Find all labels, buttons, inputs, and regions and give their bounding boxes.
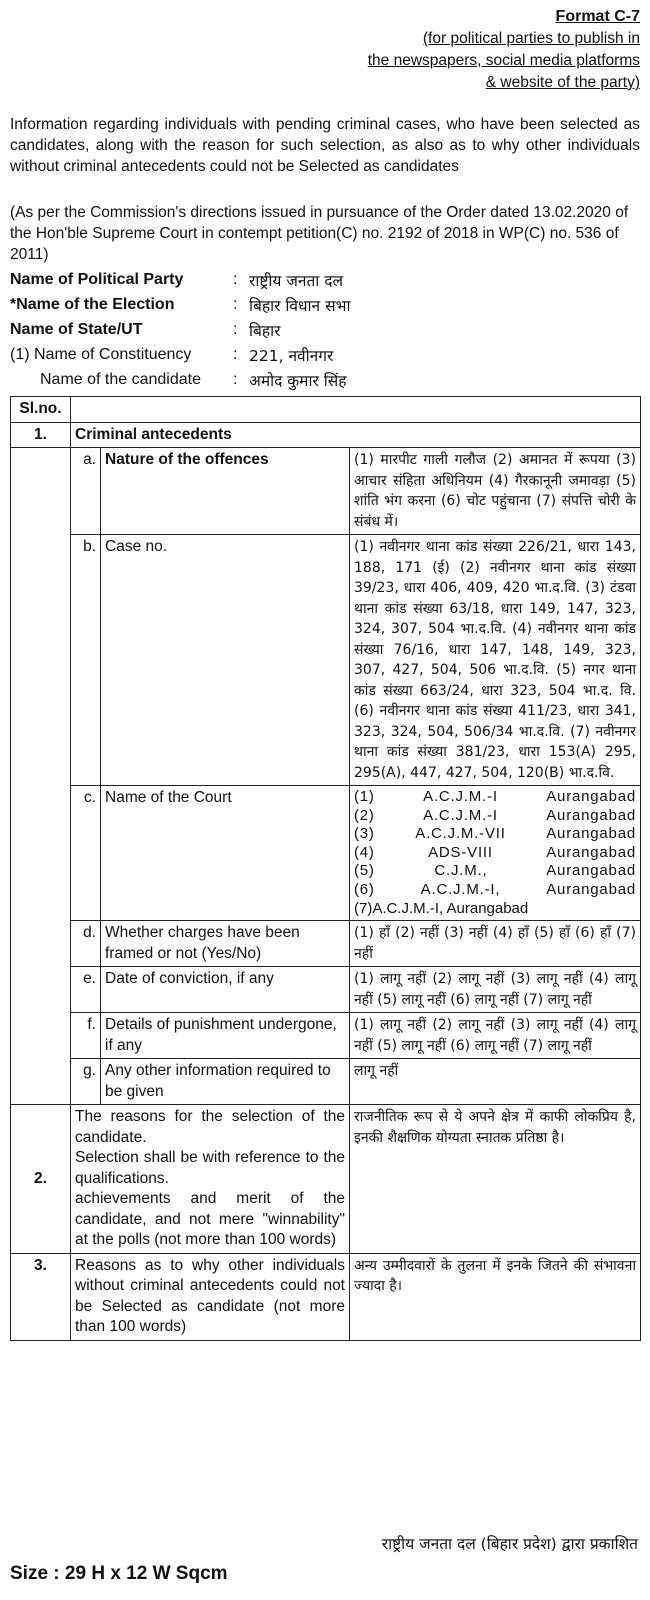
other-candidates-value: अन्य उम्मीदवारों के तुलना में इनके जितने की संभावना ज्यादा है। xyxy=(350,1253,641,1340)
section-1-number: 1. xyxy=(11,422,71,448)
row-letter: g. xyxy=(71,1059,101,1105)
section-3-row xyxy=(11,1253,641,1340)
format-title: Format C-7 xyxy=(555,8,640,25)
punishment-label: Details of punishment undergone, if any xyxy=(101,1013,350,1059)
colon: : xyxy=(233,295,238,313)
constituency-row xyxy=(10,342,630,367)
candidate-label: Name of the candidate xyxy=(40,370,201,388)
other-candidates-label: Reasons as to why other individuals without criminal antecedents could not be Selected as candidate (not more than 100 words) xyxy=(71,1253,350,1340)
row-letter: a. xyxy=(71,448,101,535)
slno-header: Sl.no. xyxy=(11,397,71,423)
size-note: Size : 29 H x 12 W Sqcm xyxy=(10,1563,228,1584)
candidate-details xyxy=(10,267,630,392)
court-value xyxy=(350,786,641,921)
section-2-row xyxy=(11,1105,641,1254)
colon: : xyxy=(233,370,238,388)
row-letter: f. xyxy=(71,1013,101,1059)
punishment-value: (1) लागू नहीं (2) लागू नहीं (3) लागू नहीं (4) लागू नहीं (5) लागू नहीं (6) लागू नहीं (7) लागू नहीं xyxy=(350,1013,641,1059)
table-header-row xyxy=(11,397,641,423)
conviction-date-value: (1) लागू नहीं (2) लागू नहीं (3) लागू नहीं (4) लागू नहीं (5) लागू नहीं (6) लागू नहीं (7) लागू नहीं xyxy=(350,967,641,1013)
candidate-row xyxy=(10,367,630,392)
offences-value: (1) मारपीट गाली गलौज (2) अमानत में रूपया (3) आचार संहिता अधिनियम (4) गैरकानूनी जमावड़ा (5) शांति भंग करना (6) चोट पहुंचाना (7) संपत्ति चोरी के संबंध में। xyxy=(350,448,641,535)
colon: : xyxy=(233,345,238,363)
selection-reasons-label xyxy=(71,1105,350,1254)
intro-paragraph: Information regarding individuals with pending criminal cases, who have been selected as candidates, along with the reason for such selection, as also as to why other individuals without criminal antecedents could not be Selected as candidates xyxy=(10,116,640,175)
charges-framed-label: Whether charges have been framed or not (Yes/No) xyxy=(101,921,350,967)
section-1-title: Criminal antecedents xyxy=(71,422,641,448)
table-row xyxy=(11,967,641,1013)
state-row xyxy=(10,317,630,342)
court-line: (7)A.C.J.M.-I, Aurangabad xyxy=(354,899,529,917)
constituency-value: 221, नवीनगर xyxy=(249,346,334,365)
table-row xyxy=(11,535,641,786)
selection-reasons-line: The reasons for the selection of the candidate. xyxy=(75,1108,345,1146)
selection-reasons-value: राजनीतिक रूप से ये अपने क्षेत्र में काफी लोकप्रिय है, इनकी शैक्षणिक योग्यता स्नातक प्रतिष्ठा है। xyxy=(350,1105,641,1254)
selection-reasons-line: Selection shall be with reference to the qualifications. xyxy=(75,1149,345,1187)
section-1-title-row xyxy=(11,422,641,448)
selection-reasons-line: achievements and merit of the candidate, and not mere "winnability" at the polls (not more than 100 words) xyxy=(75,1190,345,1249)
section-3-number: 3. xyxy=(11,1253,71,1340)
court-line: (3) A.C.J.M.-VII Aurangabad xyxy=(354,825,636,843)
row-letter: e. xyxy=(71,967,101,1013)
publisher-line: राष्ट्रीय जनता दल (बिहार प्रदेश) द्वारा प्रकाशित xyxy=(381,1535,638,1553)
table-row xyxy=(11,921,641,967)
charges-framed-value: (1) हाँ (2) नहीं (3) नहीं (4) हाँ (5) हाँ (6) हाँ (7) नहीं xyxy=(350,921,641,967)
election-label: *Name of the Election xyxy=(10,295,175,313)
table-row xyxy=(11,1013,641,1059)
party-value: राष्ट्रीय जनता दल xyxy=(249,271,343,290)
case-no-value: (1) नवीनगर थाना कांड संख्या 226/21, धारा 143, 188, 171 (ई) (2) नवीनगर थाना कांड संख्या 39/23, धारा 406, 409, 420 भा.द.वि. (3) टंडवा थाना कांड संख्या 63/18, धारा 149, 147, 323, 324, 307, 504 भा.द.वि. (4) नवीनगर थाना कांड संख्या 76/16, धारा 147, 148, 149, 323, 307, 427, 504, 506 भा.द.वि. (5) नगर थाना कांड संख्या 663/24, धारा 323, 504 भा.द. वि. (6) नवीनगर थाना कांड संख्या 411/23, धारा 341, 323, 324, 504, 506/34 भा.द.वि. (7) नवीनगर थाना कांड संख्या 381/23, धारा 153(A) 295, 295(A), 447, 427, 504, 120(B) भा.द.वि. xyxy=(350,535,641,786)
header-empty-cell xyxy=(71,397,641,423)
election-value: बिहार विधान सभा xyxy=(249,296,351,315)
table-row xyxy=(11,1059,641,1105)
row-letter: b. xyxy=(71,535,101,786)
court-line: (2) A.C.J.M.-I Aurangabad xyxy=(354,806,636,824)
directions-paragraph: (As per the Commission's directions issued in pursuance of the Order dated 13.02.2020 of the Hon'ble Supreme Court in contempt petition(C) no. 2192 of 2018 in WP(C) no. 536 of 2011) xyxy=(10,204,629,263)
court-label: Name of the Court xyxy=(101,786,350,921)
other-info-label: Any other information required to be given xyxy=(101,1059,350,1105)
court-line: (5) C.J.M., Aurangabad xyxy=(354,862,636,880)
other-info-value: लागू नहीं xyxy=(350,1059,641,1105)
format-subtitle-line: & website of the party) xyxy=(485,74,640,91)
section-2-number: 2. xyxy=(11,1105,71,1254)
colon: : xyxy=(233,270,238,288)
row-letter: c. xyxy=(71,786,101,921)
election-row xyxy=(10,292,630,317)
case-no-label: Case no. xyxy=(101,535,350,786)
court-line: (4) ADS-VIII Aurangabad xyxy=(354,843,636,861)
table-row xyxy=(11,448,641,535)
party-label: Name of Political Party xyxy=(10,270,184,288)
court-line: (6) A.C.J.M.-I, Aurangabad xyxy=(354,880,636,898)
table-row xyxy=(11,786,641,921)
row-letter: d. xyxy=(71,921,101,967)
format-header xyxy=(368,6,640,94)
section-1-spacer xyxy=(11,448,71,1105)
colon: : xyxy=(233,320,238,338)
format-subtitle-line: the newspapers, social media platforms xyxy=(367,52,640,69)
criminal-antecedents-table xyxy=(10,396,641,1341)
offences-label: Nature of the offences xyxy=(101,448,350,535)
conviction-date-label: Date of conviction, if any xyxy=(101,967,350,1013)
state-label: Name of State/UT xyxy=(10,320,143,338)
state-value: बिहार xyxy=(249,321,281,340)
candidate-value: अमोद कुमार सिंह xyxy=(249,371,347,390)
format-subtitle-line: (for political parties to publish in xyxy=(422,30,640,47)
party-row xyxy=(10,267,630,292)
constituency-label: (1) Name of Constituency xyxy=(10,345,192,363)
court-line: (1) A.C.J.M.-I Aurangabad xyxy=(354,788,636,805)
